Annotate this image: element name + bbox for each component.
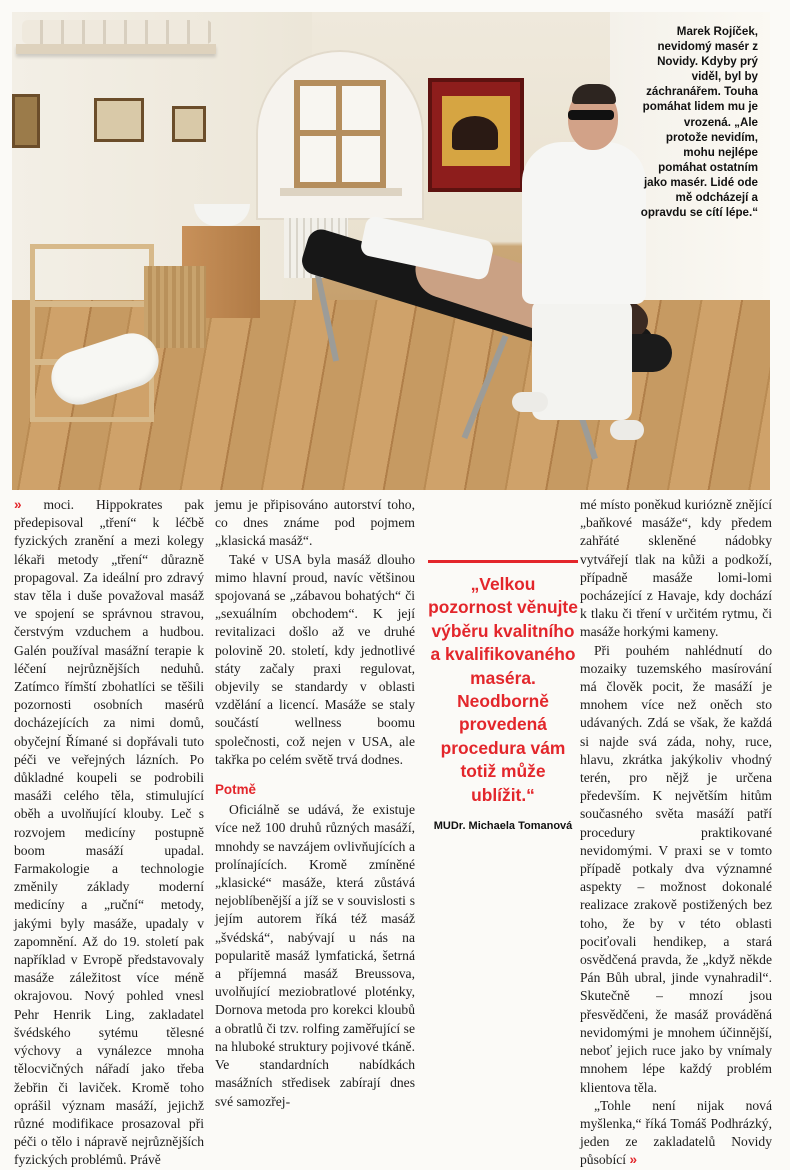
paragraph: jemu je připisováno autorství toho, co dnes známe pod pojmem „klasická masáž“. (215, 497, 415, 549)
paragraph-text: moci. Hippokrates pak předepisoval „tření“ k léčbě fyzických zranění a mezi kolegy lékaři metody „tření“ důrazně propagoval. Za ideální pro zdravý stav těla i duše považoval masáž ve spojení se správnou stravou, čerstvým vzduchem a hudbou. Galén používal masážní terapie k léčení nejrůznějších neduhů. Zatímco římští zbohatlíci se těšili pozornosti osobních masérů docházejících za nimi domů, obyčejní Římané si dopřávali tuto péči ve veřejných lázních. Po důkladné koupeli se podrobili masáži celého těla, stimulující oběh a uvolňující klouby. Leč s rozvojem medicíny postupně boom masáží upadal. Farmakologie a technologie změnily základy moderní medicíny a „ruční“ metody, jakými byly masáže, upadaly v zapomnění. Až do 19. století pak například v Evropě představovaly masáže záležitost více méně okrajovou. Nový pohled vnesl Pehr Henrik Ling, zakladatel švédského sytému tělesné výchovy a vynálezce mnoha tělocvičných nářadí jako třeba žebřin či laviček. Kromě toho oprášil význam masáží, jejichž různé modifikace prosazoval při péči o tělo i nápravě nejrůznějších fyzických problémů. Právě (14, 497, 204, 1168)
photo-shoe (512, 392, 548, 412)
text-column-3 (580, 496, 772, 1170)
pull-quote-text: „Velkou pozornost věnujte výběru kvalitního a kvalifikovaného maséra. Neodborně provedená procedura vám totiž může ublížit.“ (428, 574, 578, 805)
photo-rolled-towels (22, 20, 212, 44)
photo-sunglasses (568, 110, 614, 120)
photo-masseur (522, 142, 646, 304)
photo-shoe (610, 420, 644, 440)
photo-basket (144, 266, 206, 348)
section-heading: Potmě (215, 782, 256, 798)
pull-quote (428, 560, 578, 833)
paragraph (14, 496, 204, 1170)
paragraph-text: „Tohle není nijak nová myšlenka,“ říká Tomáš Podhrázký, jeden ze zakladatelů Novidy působící (580, 1097, 772, 1168)
paragraph: Při pouhém nahlédnutí do mozaiky tuzemského masírování má člověk pocit, že masáží je mnohem více než oněch sto udávaných. Zdá se však, že každá si najde svá záda, nohy, ruce, hlavu, zkrátka jakýkoliv vhodný terén, pro nějž je určena především. K největším hitům současného světa masáží patří procedury praktikované nevidomými. V praxi se v tomto případě potkaly dva významné aspekty – možnost dokonalé realizace zrakově postižených bez toho, že by v této oblasti pociťovali hendikep, a stará osvědčená pravda, že „když někde Pán Bůh ubral, jinde vynahradil“. Skutečně – mnozí jsou přesvědčeni, že masáž prováděná nevidomými je mnohem účinnější, neboť jejich ruce jako by vnímaly mnohem lépe každý problém klientova těla. (580, 642, 772, 1095)
paragraph (580, 1097, 772, 1170)
photo-picture-frame (12, 94, 40, 148)
photo-picture-frame (94, 98, 144, 142)
paragraph: mé místo poněkud kuriózně znějící „baňkové masáže“, kdy předem zahřáté skleněné nádobky vytvářejí tlak na kůži a podkoží, případně masáže lomi-lomi pocházející z Havaje, kdy dochází k tlaku či tření v určitém rytmu, či masáže horkými kameny. (580, 497, 772, 640)
photo-shelf (16, 44, 216, 54)
paragraph: Oficiálně se udává, že existuje více než 100 druhů různých masáží, mnohdy se navzájem ovlivňujících a prolínajících. Kromě zmíněné „klasické“ masáže, která zůstává nejoblíbenější a jíž se v souvislosti s jejím autorem říká též masáž „švédská“, nabývají u nás na popularitě masáž lymfatická, šetrná a příjemná masáž Breussova, uvolňující meziobratlové ploténky, Dornova metoda pro korekci kloubů a obratlů či tzv. rolfing zaměřující se na hluboké struktury pojivové tkáně. Ve standardních nabídkách masážních středisek zabírají dnes své samozřej- (215, 802, 415, 1109)
paragraph: Také v USA byla masáž dlouho mimo hlavní proud, navíc většinou spojovaná se „zábavou bohatých“ či „sexuálním obchodem“. K její revitalizaci došlo až ve druhé polovině 20. století, kdy jednotlivé státy začaly praxi regulovat, objevily se standardy v oblasti vzdělání a licencí. Masáže se staly součástí wellness boomu společnosti, což nejen v USA, ale takřka po celém světě trvá dodnes. (215, 551, 415, 767)
photo-caption: Marek Rojíček, nevidomý masér z Novidy. Kdyby prý viděl, byl by záchranářem. Touha pomáhat lidem mu je vrozená. „Ale protože nevidím, mohu nejlépe pomáhat ostatním jako masér. Lidé ode mě odcházejí a opravdu se cítí lépe.“ (640, 25, 758, 220)
continuation-marker: » (629, 1152, 638, 1168)
photo-masseur-hair (572, 84, 616, 104)
text-column-1 (14, 496, 204, 1170)
text-column-2 (215, 496, 415, 1111)
photo-elephant-tapestry (428, 78, 524, 192)
pull-quote-rule (428, 560, 578, 563)
photo-picture-frame (172, 106, 206, 142)
photo-window-sill (280, 188, 402, 196)
pull-quote-author: MUDr. Michaela Tomanová (433, 820, 573, 833)
continuation-marker: » (14, 497, 22, 512)
photo-window (294, 80, 386, 188)
